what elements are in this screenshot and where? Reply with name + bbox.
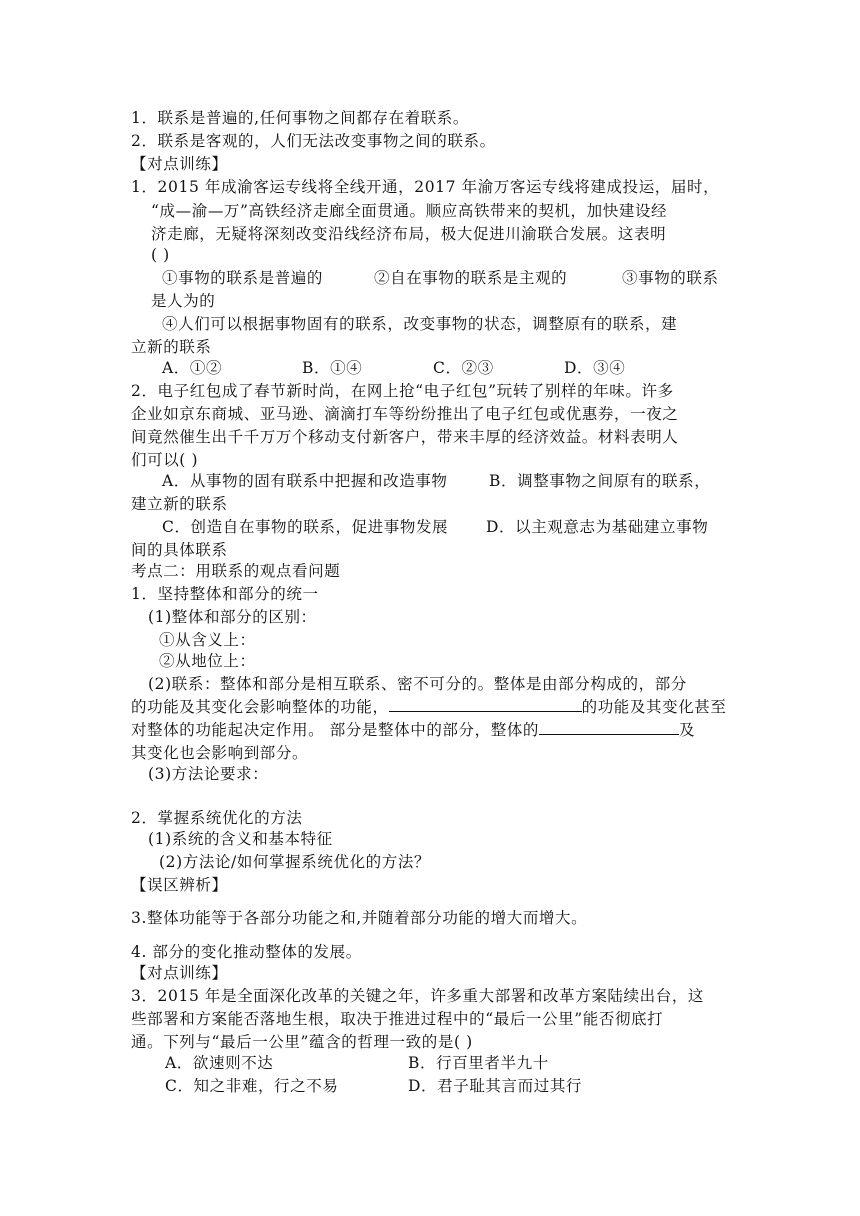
question-3-line-1: 3．2015 年是全面深化改革的关键之年，许多重大部署和改革方案陆续出台，这 [131,987,705,1005]
text-segment: 及 [679,721,696,739]
subsection-1-1-b: ②从地位上： [159,652,256,670]
q1-statement-2: ②自在事物的联系是主观的 [374,269,568,287]
q1-statement-3-cont: 是人为的 [151,292,216,310]
subsection-2-2: (2)方法论/如何掌握系统优化的方法？ [159,853,431,871]
point-1: 1．联系是普遍的,任何事物之间都存在着联系。 [131,109,469,127]
question-3-line-2: 些部署和方案能否落地生根，取决于推进过程中的“最后一公里”能否彻底打 [131,1010,664,1028]
question-2-line-2: 企业如京东商城、亚马逊、滴滴打车等纷纷推出了电子红包或优惠券，一夜之 [131,405,679,423]
subsection-1-2-line-3 [131,720,695,740]
section-heading-error-analysis: 【误区辨析】 [131,876,228,894]
text-segment: 的功能及其变化会影响整体的功能， [131,698,389,716]
section-heading-training: 【对点训练】 [131,155,228,173]
section-heading-training-2: 【对点训练】 [131,964,228,982]
subsection-1-2-line-1: (2)联系：整体和部分是相互联系、密不可分的。整体是由部分构成的，部分 [148,675,687,693]
subsection-1-2-line-2 [131,697,727,717]
question-1-line-3: 济走廊，无疑将深刻改变沿线经济布局，极大促进川渝联合发展。这表明 [151,225,667,243]
q1-statement-3: ③事物的联系 [622,269,719,287]
q1-option-a: A．①② [162,359,223,377]
question-1-line-2: “成—渝—万”高铁经济走廊全面贯通。顺应高铁带来的契机，加快建设经 [151,202,668,220]
question-2-line-3: 间竟然催生出千千万万个移动支付新客户，带来丰厚的经济效益。材料表明人 [131,428,679,446]
q2-option-d: D．以主观意志为基础建立事物 [486,518,709,536]
fill-in-blank[interactable] [539,720,679,735]
q2-option-d-cont: 间的具体联系 [131,541,228,559]
key-point-2-heading: 考点二：用联系的观点看问题 [131,562,341,580]
subsection-1: 1．坚持整体和部分的统一 [131,585,319,603]
q3-option-c: C．知之非难，行之不易 [165,1077,339,1095]
q1-option-b: B．①④ [302,359,363,377]
question-1-line-1: 1．2015 年成渝客运专线将全线开通，2017 年渝万客运专线将建成投运，届时， [131,178,720,196]
q1-statement-4: ④人们可以根据事物固有的联系，改变事物的状态，调整原有的联系，建 [162,315,678,333]
misconception-3: 3.整体功能等于各部分功能之和,并随着部分功能的增大而增大。 [131,909,588,927]
q1-statement-1: ①事物的联系是普遍的 [162,269,324,287]
subsection-2: 2．掌握系统优化的方法 [131,809,303,827]
q1-option-c: C．②③ [433,359,494,377]
question-3-line-3: 通。下列与“最后一公里”蕴含的哲理一致的是( ) [131,1033,473,1051]
fill-in-blank[interactable] [389,697,582,712]
q3-option-b: B．行百里者半九十 [408,1054,549,1072]
subsection-1-2-line-4: 其变化也会影响到部分。 [131,744,309,762]
q1-statement-4-cont: 立新的联系 [131,338,212,356]
q2-option-b-cont: 建立新的联系 [131,495,228,513]
q2-option-a: A．从事物的固有联系中把握和改造事物 [162,472,448,490]
subsection-1-1-a: ①从含义上： [159,631,256,649]
question-1-bracket: ( ) [151,246,170,264]
text-segment: 对整体的功能起决定作用。 部分是整体中的部分，整体的 [131,721,540,739]
q2-option-c: C．创造自在事物的联系，促进事物发展 [162,518,449,536]
question-2-line-1: 2．电子红包成了春节新时尚，在网上抢“电子红包”玩转了别样的年味。许多 [131,382,674,400]
q1-option-d: D．③④ [564,359,626,377]
subsection-1-1: (1)整体和部分的区别： [148,608,317,626]
misconception-4: 4. 部分的变化推动整体的发展。 [131,943,362,961]
q3-option-a: A．欲速则不达 [165,1054,274,1072]
subsection-1-3: (3)方法论要求： [148,765,269,783]
text-segment: 的功能及其变化甚至 [581,698,727,716]
point-2: 2．联系是客观的，人们无法改变事物之间的联系。 [131,132,496,150]
question-2-line-4: 们可以( ) [131,451,199,469]
q2-option-b: B．调整事物之间原有的联系， [489,472,711,490]
subsection-2-1: (1)系统的含义和基本特征 [148,830,333,848]
q3-option-d: D．君子耻其言而过其行 [408,1077,583,1095]
